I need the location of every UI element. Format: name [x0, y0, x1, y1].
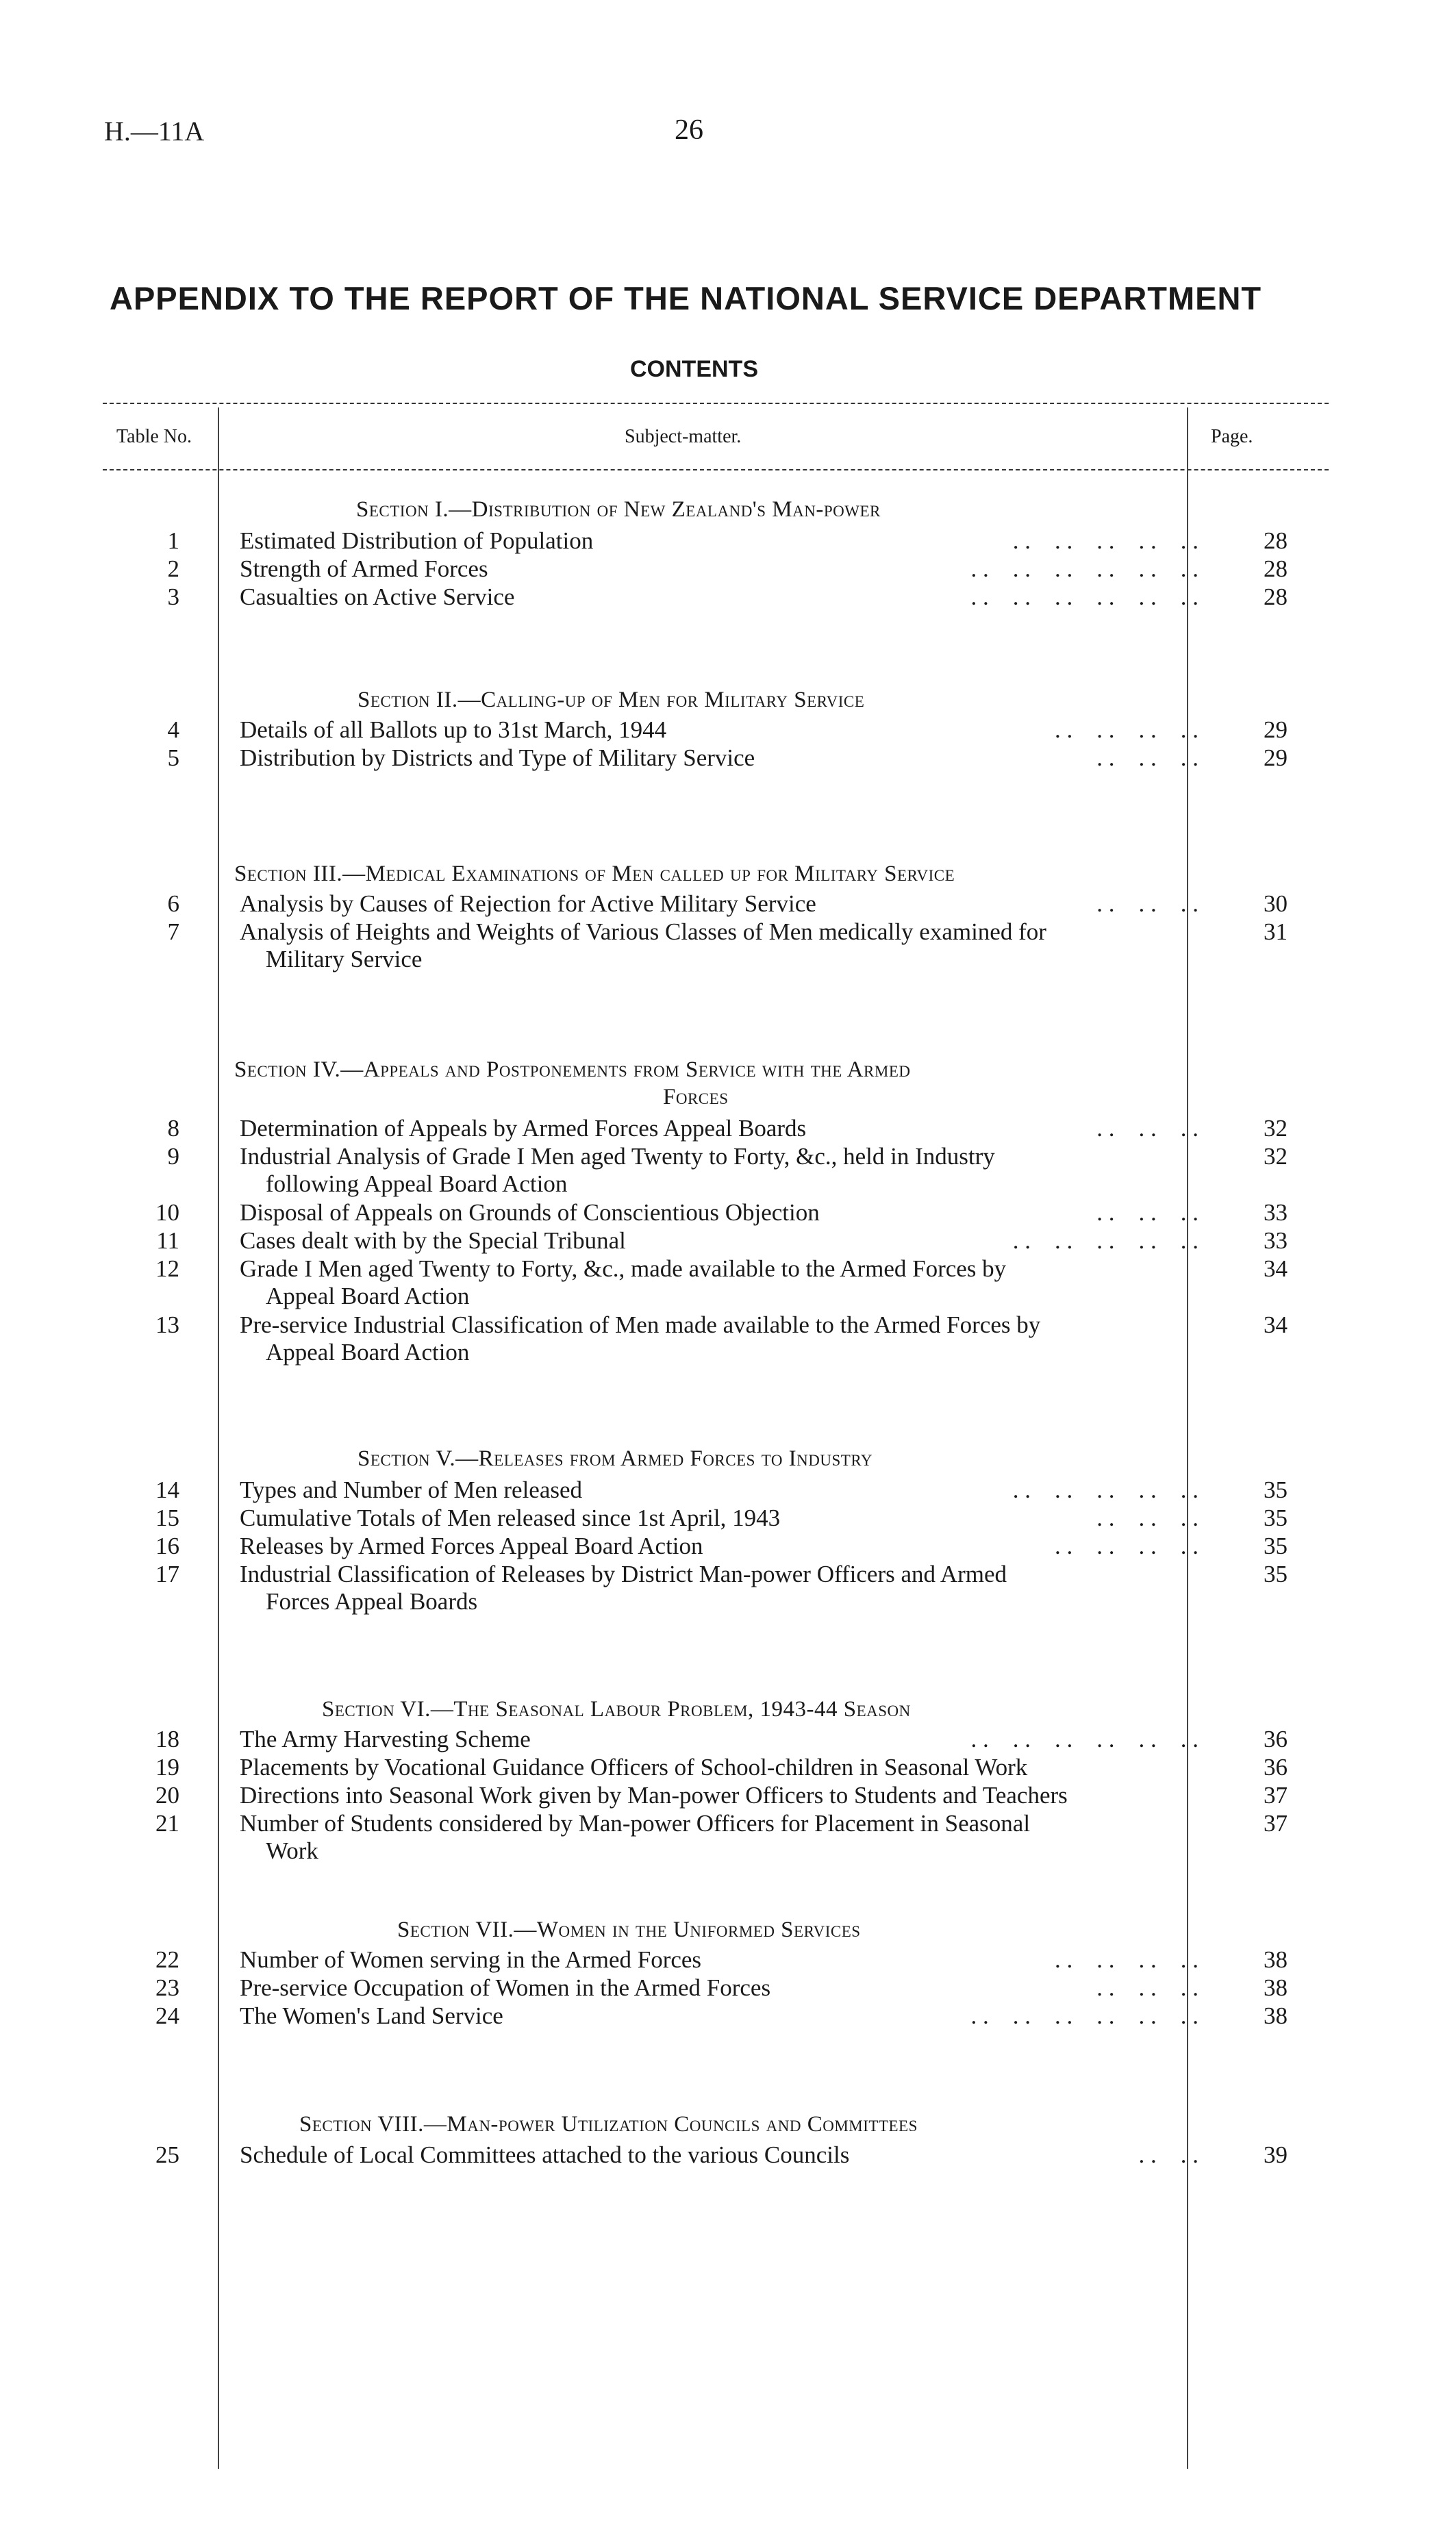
table-number: 8 [167, 1115, 179, 1142]
subject-text: The Women's Land Service . . . . . . . . . . . . [240, 2002, 1198, 2029]
page-reference: 36 [1264, 1726, 1288, 1752]
subject-text: Cases dealt with by the Special Tribunal . . . . . . . . . . [240, 1227, 1198, 1254]
table-number: 19 [155, 1754, 179, 1781]
leader-dots: . . . . . . . . [1042, 1946, 1198, 1973]
table-number: 22 [155, 1946, 179, 1973]
page-title: APPENDIX TO THE REPORT OF THE NATIONAL SERVICE DEPARTMENT [110, 280, 1262, 316]
table-number: 5 [167, 744, 179, 771]
subject-text: Pre-service Industrial Classification of Men made available to the Armed Forces by Appeal Board Action [240, 1311, 1041, 1366]
page-reference: 30 [1264, 890, 1288, 917]
table-number: 7 [167, 918, 179, 945]
section-title: Section IV.—Appeals and Postponements from Service with the Armed [234, 1057, 911, 1082]
table-number: 25 [155, 2141, 179, 2168]
table-number: 10 [155, 1199, 179, 1226]
leader-dots: . . . . . . . . . . . . [959, 583, 1198, 610]
page-reference: 35 [1264, 1561, 1288, 1587]
subject-text: Number of Students considered by Man-power Officers for Placement in Seasonal Work [240, 1810, 1031, 1864]
leader-dots: . . . . . . [1084, 1505, 1198, 1531]
table-number: 16 [155, 1533, 179, 1559]
leader-dots: . . . . . . . . . . . . [959, 1726, 1198, 1752]
section-title: Section II.—Calling-up of Men for Military Service [357, 688, 865, 712]
column-divider-left [218, 407, 219, 2469]
subject-text: Industrial Classification of Releases by District Man-power Officers and Armed Forces Appeal Boards [240, 1561, 1007, 1615]
table-number: 1 [167, 527, 179, 554]
leader-dots: . . . . . . . . [1042, 1533, 1198, 1559]
table-number: 13 [155, 1311, 179, 1338]
page-reference: 37 [1264, 1782, 1288, 1809]
leader-dots: . . . . . . [1084, 890, 1198, 917]
column-header-page: Page. [1211, 426, 1253, 447]
table-number: 4 [167, 716, 179, 743]
page-number: 26 [675, 114, 703, 146]
page-reference: 32 [1264, 1115, 1288, 1142]
header-ref: H.—11A [104, 116, 205, 147]
subject-text: Placements by Vocational Guidance Officers of School-children in Seasonal Work [240, 1754, 1028, 1781]
header-bottom-rule [103, 469, 1329, 470]
subject-text: The Army Harvesting Scheme . . . . . . . . . . . . [240, 1726, 1198, 1752]
subject-text: Analysis of Heights and Weights of Various Classes of Men medically examined for Military Service [240, 918, 1046, 972]
top-rule [103, 403, 1329, 404]
page-reference: 35 [1264, 1505, 1288, 1531]
subject-text: Directions into Seasonal Work given by Man-power Officers to Students and Teachers [240, 1782, 1068, 1809]
subject-text: Releases by Armed Forces Appeal Board Action . . . . . . . . [240, 1533, 1198, 1559]
table-number: 6 [167, 890, 179, 917]
table-number: 11 [156, 1227, 179, 1254]
section-title: Section VII.—Women in the Uniformed Services [397, 1917, 861, 1942]
page-reference: 36 [1264, 1754, 1288, 1781]
page-reference: 38 [1264, 2002, 1288, 2029]
page-reference: 28 [1264, 527, 1288, 554]
subject-text: Number of Women serving in the Armed Forces . . . . . . . . [240, 1946, 1198, 1973]
page-reference: 33 [1264, 1199, 1288, 1226]
section-title: Section I.—Distribution of New Zealand's Man-power [356, 497, 881, 522]
page-reference: 35 [1264, 1476, 1288, 1503]
page-reference: 28 [1264, 583, 1288, 610]
subject-text: Strength of Armed Forces . . . . . . . . . . . . [240, 555, 1198, 582]
leader-dots: . . . . . . . . . . [1001, 1227, 1198, 1254]
column-header-subject: Subject-matter. [625, 426, 742, 447]
table-number: 2 [167, 555, 179, 582]
table-number: 12 [155, 1255, 179, 1282]
page-reference: 39 [1264, 2141, 1288, 2168]
page-reference: 34 [1264, 1255, 1288, 1282]
subject-text: Distribution by Districts and Type of Military Service . . . . . . [240, 744, 1198, 771]
leader-dots: . . . . [1127, 2141, 1198, 2168]
page-reference: 38 [1264, 1946, 1288, 1973]
table-number: 17 [155, 1561, 179, 1587]
page-reference: 32 [1264, 1143, 1288, 1170]
leader-dots: . . . . . . [1084, 1199, 1198, 1226]
page-reference: 35 [1264, 1533, 1288, 1559]
table-number: 15 [155, 1505, 179, 1531]
table-number: 20 [155, 1782, 179, 1809]
table-number: 21 [155, 1810, 179, 1837]
subject-text: Casualties on Active Service . . . . . . . . . . . . [240, 583, 1198, 610]
contents-heading: CONTENTS [630, 356, 758, 382]
subject-text: Analysis by Causes of Rejection for Active Military Service . . . . . . [240, 890, 1198, 917]
leader-dots: . . . . . . . . . . [1001, 1476, 1198, 1503]
subject-text: Types and Number of Men released . . . . . . . . . . [240, 1476, 1198, 1503]
leader-dots: . . . . . . [1084, 1115, 1198, 1142]
page-reference: 33 [1264, 1227, 1288, 1254]
section-title-continued: Forces [663, 1085, 729, 1109]
table-number: 23 [155, 1974, 179, 2001]
section-title: Section VIII.—Man-power Utilization Councils and Committees [299, 2112, 918, 2137]
page-reference: 37 [1264, 1810, 1288, 1837]
table-number: 3 [167, 583, 179, 610]
page-reference: 29 [1264, 744, 1288, 771]
table-number: 18 [155, 1726, 179, 1752]
subject-text: Cumulative Totals of Men released since 1st April, 1943 . . . . . . [240, 1505, 1198, 1531]
leader-dots: . . . . . . [1084, 1974, 1198, 2001]
subject-text: Schedule of Local Committees attached to the various Councils . . . . [240, 2141, 1198, 2168]
leader-dots: . . . . . . . . . . . . [959, 555, 1198, 582]
subject-text: Disposal of Appeals on Grounds of Conscientious Objection . . . . . . [240, 1199, 1198, 1226]
page-reference: 38 [1264, 1974, 1288, 2001]
section-title: Section VI.—The Seasonal Labour Problem, 1943-44 Season [322, 1697, 911, 1722]
subject-text: Pre-service Occupation of Women in the Armed Forces . . . . . . [240, 1974, 1198, 2001]
table-number: 14 [155, 1476, 179, 1503]
page-reference: 31 [1264, 918, 1288, 945]
section-title: Section III.—Medical Examinations of Men called up for Military Service [234, 862, 955, 886]
leader-dots: . . . . . . . . . . [1001, 527, 1198, 554]
page-reference: 28 [1264, 555, 1288, 582]
subject-text: Grade I Men aged Twenty to Forty, &c., made available to the Armed Forces by Appeal Board Action [240, 1255, 1007, 1309]
subject-text: Determination of Appeals by Armed Forces Appeal Boards . . . . . . [240, 1115, 1198, 1142]
page-reference: 29 [1264, 716, 1288, 743]
page-reference: 34 [1264, 1311, 1288, 1338]
column-header-table-no: Table No. [116, 426, 192, 447]
subject-text: Estimated Distribution of Population . . . . . . . . . . [240, 527, 1198, 554]
subject-text: Industrial Analysis of Grade I Men aged Twenty to Forty, &c., held in Industry following Appeal Board Action [240, 1143, 995, 1197]
table-number: 9 [167, 1143, 179, 1170]
leader-dots: . . . . . . . . . . . . [959, 2002, 1198, 2029]
leader-dots: . . . . . . [1084, 744, 1198, 771]
section-title: Section V.—Releases from Armed Forces to Industry [357, 1446, 873, 1471]
leader-dots: . . . . . . . . [1042, 716, 1198, 743]
subject-text: Details of all Ballots up to 31st March, 1944 . . . . . . . . [240, 716, 1198, 743]
table-number: 24 [155, 2002, 179, 2029]
